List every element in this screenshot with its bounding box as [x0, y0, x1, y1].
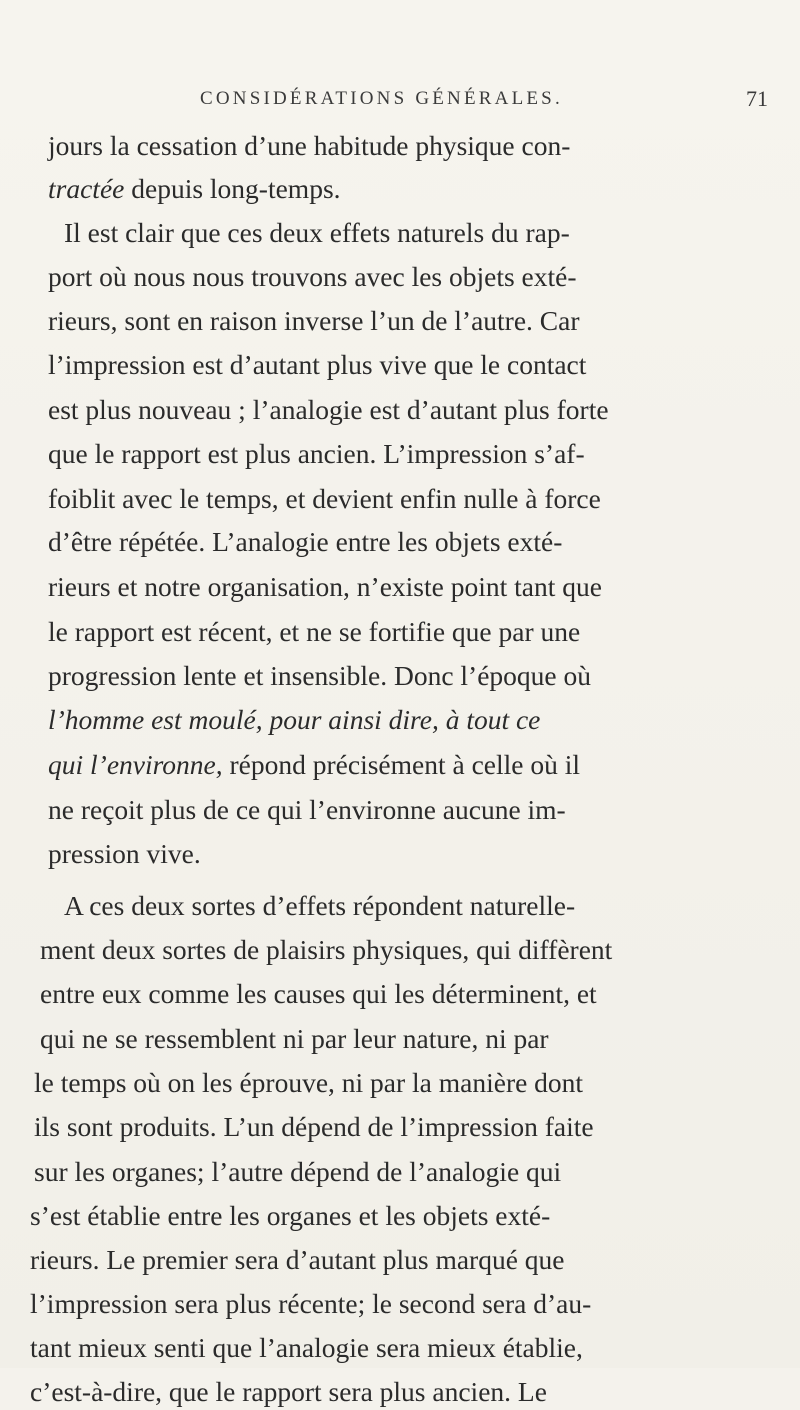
- text-line: l’impression est d’autant plus vive que le contact: [48, 349, 587, 380]
- text-line: progression lente et insensible. Donc l’époque où: [48, 660, 591, 691]
- italic-word: tractée: [48, 173, 125, 204]
- text-segment: depuis long-temps.: [124, 173, 341, 204]
- text-line: le rapport est récent, et ne se fortifie que par une: [48, 616, 581, 647]
- text-line: rieurs, sont en raison inverse l’un de l’autre. Car: [48, 305, 580, 336]
- text-line: port où nous nous trouvons avec les objets exté-: [48, 261, 577, 292]
- text-line: s’est établie entre les organes et les objets exté-: [30, 1200, 551, 1231]
- text-line: [48, 747, 580, 783]
- text-line: ment deux sortes de plaisirs physiques, qui diffèrent: [40, 934, 613, 965]
- text-line: que le rapport est plus ancien. L’impression s’af-: [48, 438, 585, 469]
- text-line: foiblit avec le temps, et devient enfin nulle à force: [48, 483, 601, 514]
- italic-word: qui l’environne,: [48, 749, 223, 780]
- text-line: ils sont produits. L’un dépend de l’impression faite: [34, 1111, 594, 1142]
- text-line: jours la cessation d’une habitude physique con-: [48, 130, 571, 161]
- text-line: le temps où on les éprouve, ni par la manière dont: [34, 1067, 584, 1098]
- text-line: c’est-à-dire, que le rapport sera plus ancien. Le: [30, 1376, 547, 1407]
- text-segment: répond précisément à celle où il: [222, 749, 580, 780]
- page-number: 71: [746, 86, 768, 111]
- text-line: entre eux comme les causes qui les déterminent, et: [40, 978, 597, 1009]
- text-line: pression vive.: [48, 838, 201, 869]
- text-line: l’impression sera plus récente; le second sera d’au-: [30, 1288, 592, 1319]
- page-header: [0, 88, 800, 118]
- italic-text: l’homme est moulé, pour ainsi dire, à tout ce: [48, 704, 541, 735]
- text-line: qui ne se ressemblent ni par leur nature, ni par: [40, 1023, 549, 1054]
- text-line: Il est clair que ces deux effets naturels du rap-: [64, 217, 570, 248]
- text-line: ne reçoit plus de ce qui l’environne aucune im-: [48, 794, 566, 825]
- text-line: [48, 171, 341, 207]
- text-line: rieurs et notre organisation, n’existe point tant que: [48, 571, 602, 602]
- text-line: [48, 702, 540, 738]
- text-line: est plus nouveau ; l’analogie est d’autant plus forte: [48, 394, 609, 425]
- text-line: sur les organes; l’autre dépend de l’analogie qui: [34, 1156, 562, 1187]
- text-line: rieurs. Le premier sera d’autant plus marqué que: [30, 1244, 565, 1275]
- running-head: CONSIDÉRATIONS GÉNÉRALES.: [200, 88, 563, 109]
- text-line: tant mieux senti que l’analogie sera mieux établie,: [30, 1332, 583, 1363]
- text-line: d’être répétée. L’analogie entre les objets exté-: [48, 526, 563, 557]
- text-line: A ces deux sortes d’effets répondent naturelle-: [64, 890, 576, 921]
